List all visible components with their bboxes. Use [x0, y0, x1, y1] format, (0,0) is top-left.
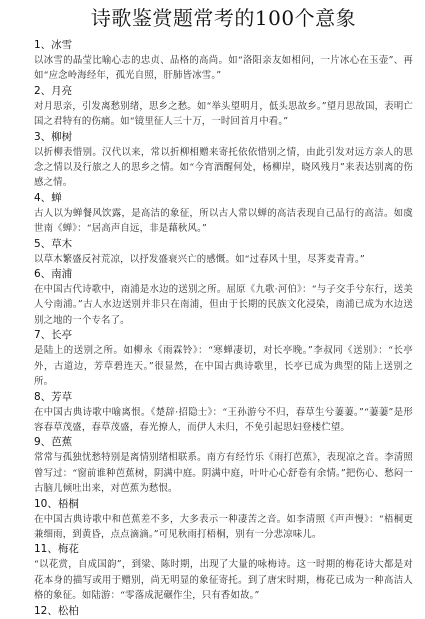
entry-item: [34, 267, 413, 328]
entry-heading: 9、芭蕉: [34, 436, 73, 449]
entry-body: 古人以为蝉餐风饮露，是高洁的象征，所以古人常以蝉的高洁表现自己品行的高洁。如虞世南《蝉》：“居高声自远，非是藉秋风。”: [34, 207, 413, 235]
entry-item: [34, 542, 413, 603]
entry-body: 以冰雪的晶莹比喻心志的忠贞、品格的高尚。如“洛阳亲友如相问，一片冰心在玉壶”、再如“应念岭海经年，孤光自照，肝肺皆冰雪。”: [34, 55, 413, 82]
entry-body: “以花赏，自成国韵”，到梁、陈时期，出现了大量的咏梅诗。这一时期的梅花诗大都是对花本身的描写或用于赠别，尚无明显的象征寄托。到了唐宋时期，梅花已成为一种高洁人格的象征。如陆游：“零落成泥碾作尘，只有香如故。”: [34, 559, 413, 602]
entry-heading: 3、柳树: [34, 130, 73, 143]
entry-heading: 2、月亮: [34, 84, 73, 97]
entry-item: [34, 604, 413, 619]
entry-heading: 11、梅花: [34, 543, 79, 556]
entry-body: 在中国古典诗歌中喻离恨。《楚辞·招隐士》：“王孙游兮不归，春草生兮萋萋。”“萋萋”是形容春草茂盛，春草茂盛，春光撩人，而伊人未归，不免引起思妇登楼伫望。: [34, 406, 413, 433]
entry-item: [34, 237, 413, 267]
entry-item: [34, 497, 413, 543]
entry-heading: 6、南浦: [34, 268, 73, 281]
entry-item: [34, 130, 413, 191]
entry-heading: 1、冰雪: [34, 39, 73, 51]
entry-body: 对月思亲，引发离愁别绪，思乡之愁。如“举头望明月，低头思故乡。”望月思故国，表明亡国之君特有的伤痛。如“镜里征人三十万，一时回首月中看。”: [34, 100, 413, 128]
entry-item: [34, 38, 413, 84]
entry-heading: 4、蝉: [34, 191, 62, 204]
entry-body: 在中国古典诗歌中和芭蕉差不多，大多表示一种凄苦之音。如李清照《声声慢》：“梧桐更兼细雨，到黄昏，点点滴滴。”可见秋雨打梧桐，别有一分悲凉味儿。: [34, 513, 413, 540]
entry-heading: 8、芳草: [34, 390, 73, 403]
entry-heading: 10、梧桐: [34, 497, 79, 510]
entry-body: 在中国古代诗歌中，南浦是水边的送别之所。屈原《九歌·河伯》：“与子交手兮东行，送美人兮南浦。”古人水边送别并非只在南浦，但由于长期的民族文化浸染，南浦已成为水边送别之地的一个专名了。: [34, 284, 413, 326]
entry-heading: 7、长亭: [34, 329, 73, 342]
entry-item: [34, 191, 413, 237]
entry-body: 以草木繁盛反衬荒凉，以抒发盛衰兴亡的感慨。如“过春风十里，尽荠麦青青。”: [34, 253, 365, 265]
page-title: 诗歌鉴赏题常考的100个意象: [90, 6, 357, 30]
entry-item: [34, 328, 413, 389]
entry-list: [34, 38, 413, 619]
entry-item: [34, 435, 413, 496]
entry-heading: 5、草木: [34, 237, 73, 250]
entry-heading: 12、松柏: [34, 604, 79, 617]
entry-body: 是陆上的送别之所。如柳永《雨霖铃》：“寒蝉凄切，对长亭晚。”李叔同《送别》：“长亭外，古道边，芳草碧连天。”很显然，在中国古典诗歌里，长亭已成为典型的陆上送别之所。: [34, 345, 413, 388]
entry-body: 常常与孤独忧愁特别是离情别绪相联系。南方有经竹乐《雨打芭蕉》，表现凉之音。李清照曾写过：“窗前谁种芭蕉树，阴满中庭。阴满中庭，叶叶心心舒卷有余情。”把伤心、愁闷一古脑儿倾吐出来，对芭蕉为愁恨。: [34, 452, 413, 495]
entry-item: [34, 84, 413, 130]
entry-body: 以折柳表惜别。汉代以来，常以折柳相赠来寄托依依惜别之情，由此引发对远方亲人的思念之情以及行旅之人的思乡之情。如“今宵酒醒何处，杨柳岸，晓风残月”来表达别离的伤感之情。: [34, 146, 413, 189]
entry-item: [34, 390, 413, 436]
